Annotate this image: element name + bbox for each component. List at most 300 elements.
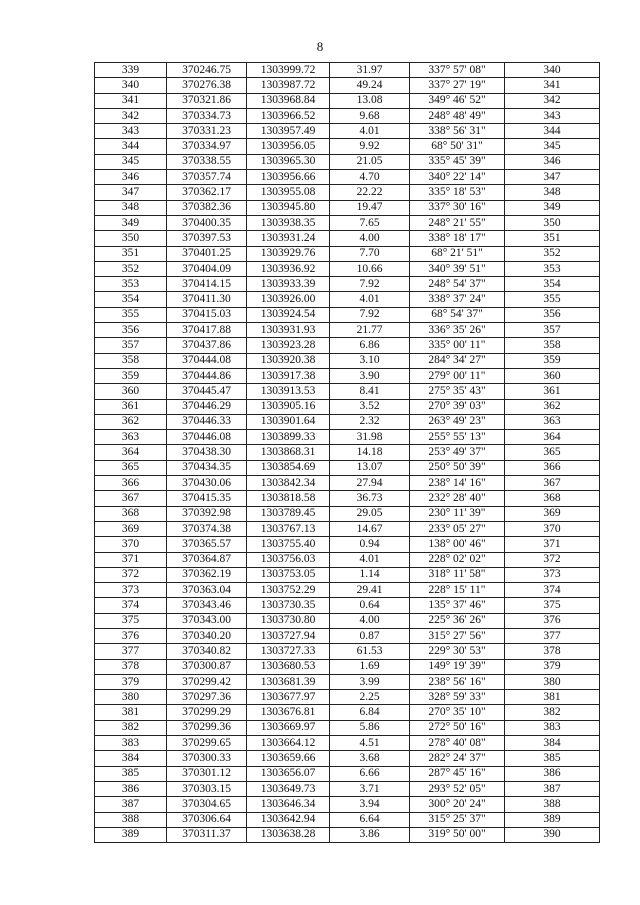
table-row	[95, 93, 600, 108]
cell-point-number: 369	[95, 521, 167, 536]
cell-x-coordinate: 370414.15	[167, 277, 247, 292]
cell-x-coordinate: 370446.33	[167, 414, 247, 429]
table-row	[95, 644, 600, 659]
cell-distance: 3.52	[330, 399, 410, 414]
cell-x-coordinate: 370304.65	[167, 797, 247, 812]
cell-point-number: 363	[95, 430, 167, 445]
cell-point-number: 373	[95, 583, 167, 598]
cell-point-number: 340	[95, 78, 167, 93]
cell-bearing: 349° 46' 52"	[410, 93, 505, 108]
cell-x-coordinate: 370444.08	[167, 353, 247, 368]
cell-x-coordinate: 370362.19	[167, 567, 247, 582]
cell-distance: 31.98	[330, 430, 410, 445]
cell-next-point-number: 384	[505, 736, 600, 751]
cell-next-point-number: 354	[505, 277, 600, 292]
cell-bearing: 253° 49' 37"	[410, 445, 505, 460]
table-row	[95, 766, 600, 781]
cell-x-coordinate: 370445.47	[167, 384, 247, 399]
table-row	[95, 567, 600, 582]
cell-point-number: 382	[95, 720, 167, 735]
cell-y-coordinate: 1303929.76	[247, 246, 330, 261]
table-row	[95, 659, 600, 674]
cell-point-number: 389	[95, 827, 167, 842]
cell-bearing: 340° 39' 51"	[410, 261, 505, 276]
cell-point-number: 367	[95, 491, 167, 506]
cell-distance: 4.01	[330, 124, 410, 139]
cell-distance: 3.86	[330, 827, 410, 842]
cell-y-coordinate: 1303854.69	[247, 460, 330, 475]
cell-y-coordinate: 1303730.35	[247, 598, 330, 613]
cell-y-coordinate: 1303755.40	[247, 537, 330, 552]
cell-bearing: 255° 55' 13"	[410, 430, 505, 445]
table-row	[95, 384, 600, 399]
cell-y-coordinate: 1303681.39	[247, 674, 330, 689]
cell-y-coordinate: 1303818.58	[247, 491, 330, 506]
cell-next-point-number: 382	[505, 705, 600, 720]
cell-point-number: 371	[95, 552, 167, 567]
cell-distance: 6.86	[330, 338, 410, 353]
cell-y-coordinate: 1303926.00	[247, 292, 330, 307]
cell-bearing: 287° 45' 16"	[410, 766, 505, 781]
table-row	[95, 613, 600, 628]
cell-y-coordinate: 1303789.45	[247, 506, 330, 521]
cell-x-coordinate: 370338.55	[167, 154, 247, 169]
cell-bearing: 228° 02' 02"	[410, 552, 505, 567]
cell-next-point-number: 362	[505, 399, 600, 414]
table-row	[95, 812, 600, 827]
cell-y-coordinate: 1303923.28	[247, 338, 330, 353]
cell-x-coordinate: 370299.42	[167, 674, 247, 689]
cell-y-coordinate: 1303868.31	[247, 445, 330, 460]
cell-next-point-number: 355	[505, 292, 600, 307]
cell-bearing: 278° 40' 08"	[410, 736, 505, 751]
cell-next-point-number: 380	[505, 674, 600, 689]
cell-bearing: 138° 00' 46"	[410, 537, 505, 552]
table-row	[95, 215, 600, 230]
cell-next-point-number: 342	[505, 93, 600, 108]
cell-x-coordinate: 370417.88	[167, 323, 247, 338]
cell-point-number: 361	[95, 399, 167, 414]
cell-distance: 7.92	[330, 307, 410, 322]
cell-point-number: 372	[95, 567, 167, 582]
cell-distance: 4.00	[330, 231, 410, 246]
cell-distance: 0.64	[330, 598, 410, 613]
cell-y-coordinate: 1303753.05	[247, 567, 330, 582]
cell-distance: 4.01	[330, 292, 410, 307]
cell-bearing: 270° 39' 03"	[410, 399, 505, 414]
cell-x-coordinate: 370446.29	[167, 399, 247, 414]
cell-next-point-number: 369	[505, 506, 600, 521]
cell-y-coordinate: 1303677.97	[247, 690, 330, 705]
cell-x-coordinate: 370392.98	[167, 506, 247, 521]
cell-y-coordinate: 1303957.49	[247, 124, 330, 139]
cell-bearing: 135° 37' 46"	[410, 598, 505, 613]
cell-next-point-number: 359	[505, 353, 600, 368]
cell-y-coordinate: 1303638.28	[247, 827, 330, 842]
cell-y-coordinate: 1303727.33	[247, 644, 330, 659]
cell-y-coordinate: 1303680.53	[247, 659, 330, 674]
cell-next-point-number: 368	[505, 491, 600, 506]
cell-distance: 2.32	[330, 414, 410, 429]
cell-distance: 3.71	[330, 781, 410, 796]
table-row	[95, 491, 600, 506]
cell-point-number: 384	[95, 751, 167, 766]
cell-x-coordinate: 370415.03	[167, 307, 247, 322]
cell-bearing: 338° 56' 31"	[410, 124, 505, 139]
table-row	[95, 430, 600, 445]
cell-bearing: 68° 54' 37"	[410, 307, 505, 322]
table-row	[95, 323, 600, 338]
cell-next-point-number: 346	[505, 154, 600, 169]
cell-bearing: 233° 05' 27"	[410, 521, 505, 536]
cell-x-coordinate: 370404.09	[167, 261, 247, 276]
cell-y-coordinate: 1303730.80	[247, 613, 330, 628]
cell-next-point-number: 349	[505, 200, 600, 215]
cell-point-number: 347	[95, 185, 167, 200]
cell-y-coordinate: 1303659.66	[247, 751, 330, 766]
cell-point-number: 348	[95, 200, 167, 215]
cell-next-point-number: 348	[505, 185, 600, 200]
cell-bearing: 300° 20' 24"	[410, 797, 505, 812]
cell-x-coordinate: 370334.97	[167, 139, 247, 154]
cell-distance: 4.70	[330, 170, 410, 185]
cell-x-coordinate: 370303.15	[167, 781, 247, 796]
cell-distance: 9.92	[330, 139, 410, 154]
cell-distance: 29.05	[330, 506, 410, 521]
cell-x-coordinate: 370299.29	[167, 705, 247, 720]
cell-next-point-number: 379	[505, 659, 600, 674]
cell-x-coordinate: 370362.17	[167, 185, 247, 200]
cell-y-coordinate: 1303913.53	[247, 384, 330, 399]
cell-bearing: 328° 59' 33"	[410, 690, 505, 705]
cell-distance: 36.73	[330, 491, 410, 506]
cell-bearing: 238° 56' 16"	[410, 674, 505, 689]
cell-x-coordinate: 370276.38	[167, 78, 247, 93]
cell-y-coordinate: 1303842.34	[247, 476, 330, 491]
cell-bearing: 232° 28' 40"	[410, 491, 505, 506]
cell-point-number: 365	[95, 460, 167, 475]
cell-next-point-number: 378	[505, 644, 600, 659]
cell-next-point-number: 383	[505, 720, 600, 735]
cell-point-number: 380	[95, 690, 167, 705]
cell-distance: 2.25	[330, 690, 410, 705]
cell-point-number: 364	[95, 445, 167, 460]
table-row	[95, 246, 600, 261]
cell-distance: 4.51	[330, 736, 410, 751]
cell-distance: 3.10	[330, 353, 410, 368]
cell-x-coordinate: 370334.73	[167, 108, 247, 123]
table-row	[95, 185, 600, 200]
cell-y-coordinate: 1303956.05	[247, 139, 330, 154]
cell-point-number: 355	[95, 307, 167, 322]
cell-y-coordinate: 1303924.54	[247, 307, 330, 322]
table-row	[95, 353, 600, 368]
cell-point-number: 358	[95, 353, 167, 368]
cell-point-number: 352	[95, 261, 167, 276]
table-row	[95, 552, 600, 567]
cell-x-coordinate: 370297.36	[167, 690, 247, 705]
cell-next-point-number: 374	[505, 583, 600, 598]
cell-next-point-number: 370	[505, 521, 600, 536]
cell-point-number: 376	[95, 628, 167, 643]
cell-x-coordinate: 370401.25	[167, 246, 247, 261]
cell-distance: 61.53	[330, 644, 410, 659]
table-row	[95, 506, 600, 521]
cell-point-number: 370	[95, 537, 167, 552]
cell-y-coordinate: 1303901.64	[247, 414, 330, 429]
table-row	[95, 445, 600, 460]
table-row	[95, 674, 600, 689]
cell-bearing: 263° 49' 23"	[410, 414, 505, 429]
cell-bearing: 337° 57' 08"	[410, 63, 505, 78]
cell-distance: 0.94	[330, 537, 410, 552]
cell-next-point-number: 341	[505, 78, 600, 93]
cell-point-number: 359	[95, 368, 167, 383]
cell-next-point-number: 363	[505, 414, 600, 429]
cell-y-coordinate: 1303936.92	[247, 261, 330, 276]
table-row	[95, 628, 600, 643]
cell-distance: 3.99	[330, 674, 410, 689]
table-row	[95, 460, 600, 475]
cell-y-coordinate: 1303920.38	[247, 353, 330, 368]
cell-next-point-number: 343	[505, 108, 600, 123]
table-row	[95, 583, 600, 598]
cell-point-number: 353	[95, 277, 167, 292]
cell-point-number: 343	[95, 124, 167, 139]
cell-point-number: 349	[95, 215, 167, 230]
cell-point-number: 362	[95, 414, 167, 429]
cell-distance: 10.66	[330, 261, 410, 276]
cell-next-point-number: 372	[505, 552, 600, 567]
cell-y-coordinate: 1303664.12	[247, 736, 330, 751]
cell-y-coordinate: 1303999.72	[247, 63, 330, 78]
cell-point-number: 356	[95, 323, 167, 338]
cell-y-coordinate: 1303931.93	[247, 323, 330, 338]
cell-distance: 21.05	[330, 154, 410, 169]
cell-distance: 8.41	[330, 384, 410, 399]
cell-y-coordinate: 1303987.72	[247, 78, 330, 93]
cell-point-number: 341	[95, 93, 167, 108]
cell-x-coordinate: 370434.35	[167, 460, 247, 475]
cell-next-point-number: 358	[505, 338, 600, 353]
cell-bearing: 337° 30' 16"	[410, 200, 505, 215]
cell-distance: 13.07	[330, 460, 410, 475]
cell-bearing: 270° 35' 10"	[410, 705, 505, 720]
cell-next-point-number: 356	[505, 307, 600, 322]
cell-next-point-number: 365	[505, 445, 600, 460]
cell-next-point-number: 357	[505, 323, 600, 338]
cell-point-number: 354	[95, 292, 167, 307]
cell-bearing: 248° 21' 55"	[410, 215, 505, 230]
cell-next-point-number: 340	[505, 63, 600, 78]
cell-bearing: 272° 50' 16"	[410, 720, 505, 735]
cell-x-coordinate: 370430.06	[167, 476, 247, 491]
cell-next-point-number: 387	[505, 781, 600, 796]
cell-distance: 3.94	[330, 797, 410, 812]
table-row	[95, 231, 600, 246]
cell-next-point-number: 361	[505, 384, 600, 399]
coordinates-table	[94, 62, 600, 843]
cell-point-number: 357	[95, 338, 167, 353]
cell-bearing: 335° 18' 53"	[410, 185, 505, 200]
cell-x-coordinate: 370438.30	[167, 445, 247, 460]
table-row	[95, 139, 600, 154]
cell-distance: 0.87	[330, 628, 410, 643]
table-row	[95, 598, 600, 613]
cell-y-coordinate: 1303917.38	[247, 368, 330, 383]
table-row	[95, 720, 600, 735]
cell-y-coordinate: 1303945.80	[247, 200, 330, 215]
cell-bearing: 284° 34' 27"	[410, 353, 505, 368]
cell-point-number: 383	[95, 736, 167, 751]
cell-x-coordinate: 370311.37	[167, 827, 247, 842]
cell-distance: 6.66	[330, 766, 410, 781]
cell-next-point-number: 344	[505, 124, 600, 139]
cell-bearing: 225° 36' 26"	[410, 613, 505, 628]
cell-bearing: 337° 27' 19"	[410, 78, 505, 93]
cell-distance: 3.68	[330, 751, 410, 766]
cell-point-number: 378	[95, 659, 167, 674]
table-row	[95, 200, 600, 215]
cell-x-coordinate: 370321.86	[167, 93, 247, 108]
cell-distance: 13.08	[330, 93, 410, 108]
table-row	[95, 261, 600, 276]
cell-bearing: 230° 11' 39"	[410, 506, 505, 521]
cell-point-number: 345	[95, 154, 167, 169]
cell-bearing: 282° 24' 37"	[410, 751, 505, 766]
cell-distance: 6.64	[330, 812, 410, 827]
cell-next-point-number: 351	[505, 231, 600, 246]
cell-bearing: 149° 19' 39"	[410, 659, 505, 674]
cell-y-coordinate: 1303669.97	[247, 720, 330, 735]
cell-bearing: 335° 45' 39"	[410, 154, 505, 169]
cell-distance: 19.47	[330, 200, 410, 215]
cell-y-coordinate: 1303968.84	[247, 93, 330, 108]
table-row	[95, 292, 600, 307]
table-row	[95, 690, 600, 705]
table-row	[95, 307, 600, 322]
cell-distance: 5.86	[330, 720, 410, 735]
cell-next-point-number: 352	[505, 246, 600, 261]
cell-next-point-number: 364	[505, 430, 600, 445]
cell-distance: 3.90	[330, 368, 410, 383]
table-row	[95, 414, 600, 429]
cell-point-number: 379	[95, 674, 167, 689]
table-row	[95, 736, 600, 751]
cell-point-number: 388	[95, 812, 167, 827]
cell-y-coordinate: 1303656.07	[247, 766, 330, 781]
cell-y-coordinate: 1303676.81	[247, 705, 330, 720]
cell-distance: 14.18	[330, 445, 410, 460]
cell-x-coordinate: 370400.35	[167, 215, 247, 230]
cell-bearing: 248° 54' 37"	[410, 277, 505, 292]
cell-point-number: 346	[95, 170, 167, 185]
cell-point-number: 360	[95, 384, 167, 399]
cell-next-point-number: 389	[505, 812, 600, 827]
cell-distance: 4.00	[330, 613, 410, 628]
cell-distance: 21.77	[330, 323, 410, 338]
cell-x-coordinate: 370411.30	[167, 292, 247, 307]
cell-y-coordinate: 1303752.29	[247, 583, 330, 598]
cell-distance: 1.14	[330, 567, 410, 582]
table-row	[95, 705, 600, 720]
cell-distance: 9.68	[330, 108, 410, 123]
cell-point-number: 342	[95, 108, 167, 123]
cell-next-point-number: 376	[505, 613, 600, 628]
cell-point-number: 385	[95, 766, 167, 781]
cell-y-coordinate: 1303938.35	[247, 215, 330, 230]
cell-next-point-number: 390	[505, 827, 600, 842]
cell-point-number: 344	[95, 139, 167, 154]
cell-point-number: 377	[95, 644, 167, 659]
cell-distance: 14.67	[330, 521, 410, 536]
cell-next-point-number: 360	[505, 368, 600, 383]
cell-y-coordinate: 1303905.16	[247, 399, 330, 414]
cell-bearing: 338° 18' 17"	[410, 231, 505, 246]
cell-next-point-number: 381	[505, 690, 600, 705]
cell-distance: 7.92	[330, 277, 410, 292]
table-row	[95, 124, 600, 139]
cell-bearing: 248° 48' 49"	[410, 108, 505, 123]
cell-distance: 29.41	[330, 583, 410, 598]
cell-point-number: 375	[95, 613, 167, 628]
cell-bearing: 68° 21' 51"	[410, 246, 505, 261]
cell-bearing: 229° 30' 53"	[410, 644, 505, 659]
cell-point-number: 351	[95, 246, 167, 261]
cell-bearing: 336° 35' 26"	[410, 323, 505, 338]
cell-y-coordinate: 1303767.13	[247, 521, 330, 536]
cell-next-point-number: 353	[505, 261, 600, 276]
cell-x-coordinate: 370364.87	[167, 552, 247, 567]
cell-y-coordinate: 1303933.39	[247, 277, 330, 292]
cell-distance: 6.84	[330, 705, 410, 720]
cell-bearing: 279° 00' 11"	[410, 368, 505, 383]
cell-x-coordinate: 370343.00	[167, 613, 247, 628]
cell-bearing: 238° 14' 16"	[410, 476, 505, 491]
cell-x-coordinate: 370300.87	[167, 659, 247, 674]
cell-y-coordinate: 1303965.30	[247, 154, 330, 169]
cell-x-coordinate: 370331.23	[167, 124, 247, 139]
table-row	[95, 154, 600, 169]
cell-y-coordinate: 1303966.52	[247, 108, 330, 123]
table-row	[95, 476, 600, 491]
cell-point-number: 381	[95, 705, 167, 720]
table-row	[95, 170, 600, 185]
cell-point-number: 368	[95, 506, 167, 521]
cell-next-point-number: 386	[505, 766, 600, 781]
table-row	[95, 277, 600, 292]
cell-x-coordinate: 370299.36	[167, 720, 247, 735]
cell-next-point-number: 347	[505, 170, 600, 185]
cell-x-coordinate: 370446.08	[167, 430, 247, 445]
cell-distance: 22.22	[330, 185, 410, 200]
cell-bearing: 275° 35' 43"	[410, 384, 505, 399]
cell-x-coordinate: 370365.57	[167, 537, 247, 552]
cell-bearing: 338° 37' 24"	[410, 292, 505, 307]
cell-next-point-number: 345	[505, 139, 600, 154]
cell-x-coordinate: 370300.33	[167, 751, 247, 766]
cell-x-coordinate: 370299.65	[167, 736, 247, 751]
cell-next-point-number: 377	[505, 628, 600, 643]
cell-y-coordinate: 1303727.94	[247, 628, 330, 643]
cell-x-coordinate: 370357.74	[167, 170, 247, 185]
cell-y-coordinate: 1303649.73	[247, 781, 330, 796]
cell-y-coordinate: 1303956.66	[247, 170, 330, 185]
cell-next-point-number: 385	[505, 751, 600, 766]
table-row	[95, 338, 600, 353]
cell-x-coordinate: 370246.75	[167, 63, 247, 78]
cell-x-coordinate: 370363.04	[167, 583, 247, 598]
